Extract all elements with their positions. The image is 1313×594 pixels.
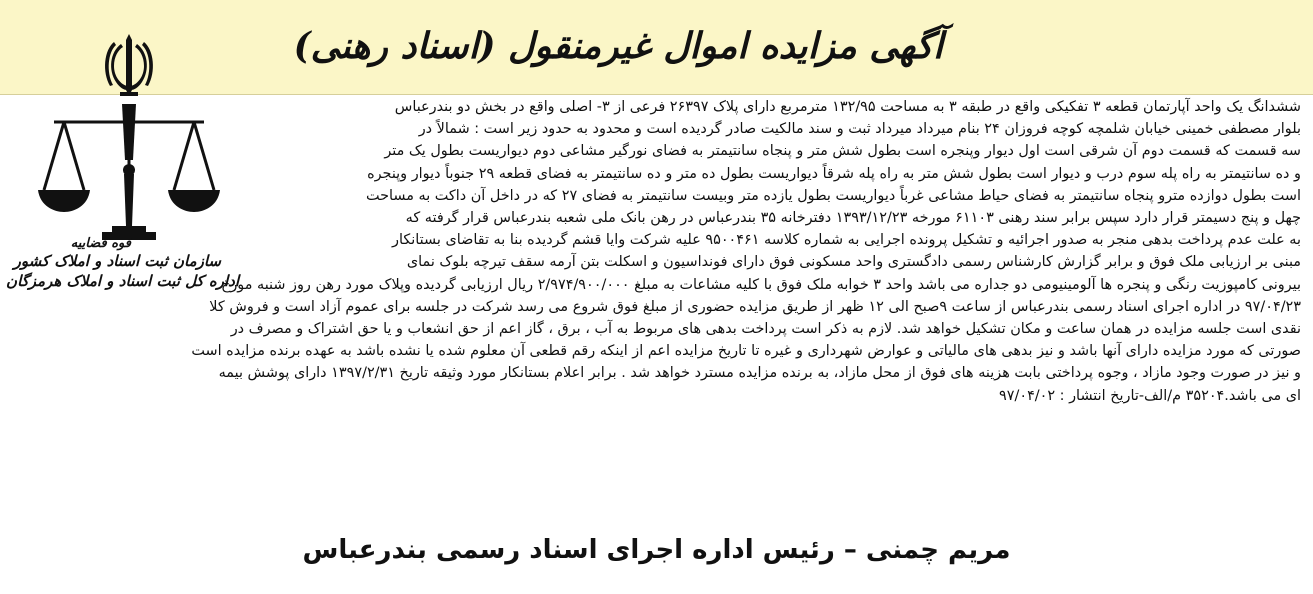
notice-line: به علت عدم پرداخت بدهی منجر به صدور اجرائیه و تشکیل پرونده اجرایی به شماره کلاسه ۹۵۰۰۴۶۱ علیه شرکت وایا قشم گردیده بنا به تقاضای بستانکار — [392, 232, 1301, 249]
notice-line: است بطول دوازده مترو پنجاه سانتیمتر به فضای حیاط مشاعی غرباً دیواریست بطول یازده متر وبیست سانتیمتر به فضای ۲۷ که در داخل آن داکت به مساحت — [365, 187, 1301, 204]
notice-line: بلوار مصطفی خمینی خیابان شلمچه کوچه فروزان ۲۴ بنام میرداد میرداد ثبت و سند مالکیت صادر گردیده است و محدود به حدود زیر است : شمالاً در — [418, 121, 1301, 138]
notice-line: مبنی بر ارزیابی ملک فوق و برابر گزارش کارشناس رسمی دادگستری واحد مسکونی فوق دارای فونداسیون و اسکلت بتن آرمه سقف تیرچه بلوک نمای — [406, 254, 1301, 271]
notice-line: ششدانگ یک واحد آپارتمان قطعه ۳ تفکیکی واقع در طبقه ۳ به مساحت ۱۳۲/۹۵ مترمربع دارای پلاک ۲۶۳۹۷ فرعی از ۳- اصلی واقع در بخش دو بندرعباس — [394, 99, 1301, 115]
notice-body — [1, 96, 1301, 407]
signature-line: مریم چمنی – رئیس اداره اجرای اسناد رسمی بندرعباس — [302, 535, 1011, 565]
notice-title: آگهی مزایده اموال غیرمنقول (اسناد رهنی) — [293, 25, 943, 67]
notice-line: و نیز در صورت وجود مازاد ، وجوه پرداختی بابت هزینه های فوق از محل مازاد، به برنده مزایده مسترد خواهد شد . برابر اعلام بستانکار مورد وثیقه تاریخ ۱۳۹۷/۲/۳۱ دارای پوشش بیمه — [218, 365, 1301, 382]
notice-line: ای می باشد.۳۵۲۰۴ م/الف-تاریخ انتشار : ۹۷/۰۴/۰۲ — [999, 387, 1301, 404]
notice-line: ۹۷/۰۴/۲۳ در اداره اجرای اسناد رسمی بندرعباس از ساعت ۹صبح الی ۱۲ ظهر از طریق مزایده حضوری از مبلغ فوق شروع می رسد شرکت در جلسه برای عموم آزاد است و فروش کلا — [209, 298, 1301, 315]
notice-line: بیرونی کامپوزیت رنگی و پنجره ها آلومینیومی دو جداره می باشد واحد ۳ خوابه ملک فوق با کلیه مشاعات به مبلغ ۲/۹۷۴/۹۰۰/۰۰۰ ریال ارزیابی گردیده وپلاک مورد رهن روز شنبه مورخ — [221, 276, 1301, 293]
logo-caption-judiciary: قوه قضاییه — [70, 236, 131, 251]
notice-line: صورتی که مورد مزایده دارای آنها باشد و نیز بدهی های مالیاتی و عوارض شهرداری و غیره تا تاریخ مزایده اعم از اینکه رقم قطعی آن معلوم شده یا نشده باشد به عهده برنده مزایده است — [191, 343, 1301, 360]
logo-caption-organization: سازمان ثبت اسناد و املاک کشور — [13, 252, 221, 270]
notice-line: نقدی است جلسه مزایده در همان ساعت و مکان تشکیل خواهد شد. لازم به ذکر است پرداخت بدهی های مربوط به آب ، برق ، گاز اعم از حق انشعاب و یا حق اشتراک و مصرف در — [230, 321, 1301, 338]
iran-emblem-icon — [94, 30, 164, 102]
notice-line: و ده سانتیمتر به راه پله سوم درب و دیوار است بطول شش متر به راه پله شرقاً دیواریست بطول ده متر و ده سانتیمتر به فضای قطعه ۲۹ جنوباً دیوار وپنجره — [367, 165, 1301, 182]
notice-line: سه قسمت که قسمت دوم آن شرقی است اول دیوار وپنجره است بطول شش متر و پنجاه سانتیمتر به فضای نورگیر مشاعی دوم دیواریست بطول یک متر — [384, 143, 1301, 160]
logo-caption-office: اداره کل ثبت اسناد و املاک هرمزگان — [6, 272, 239, 290]
notice-line: چهل و پنج دسیمتر قرار دارد سپس برابر سند رهنی ۶۱۱۰۳ مورخه ۱۳۹۳/۱۲/۲۳ دفترخانه ۳۵ بندرعباس در رهن بانک ملی شعبه بندرعباس قرار گرفته که — [405, 210, 1301, 227]
